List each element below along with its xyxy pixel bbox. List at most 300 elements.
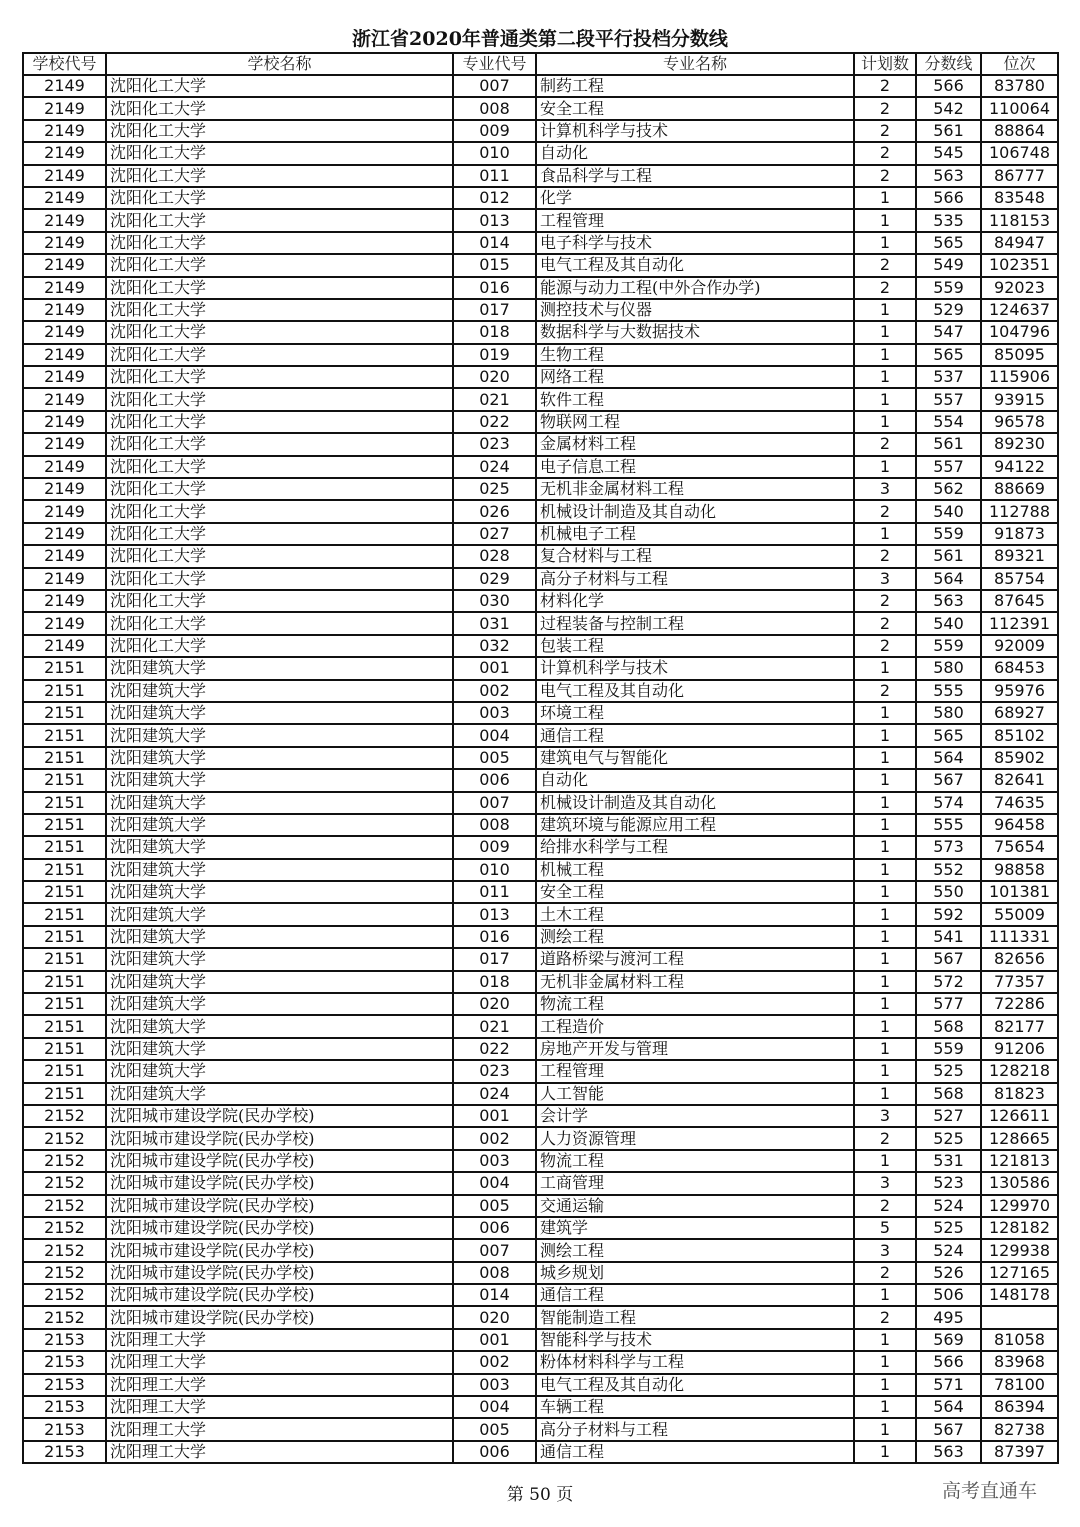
rank-cell: 68927 <box>981 702 1058 724</box>
major-code-cell: 007 <box>453 1239 536 1261</box>
page-title: 浙江省2020年普通类第二段平行投档分数线 <box>352 28 728 50</box>
school-code-cell: 2152 <box>23 1239 106 1261</box>
score-line-cell: 569 <box>916 1329 981 1351</box>
major-code-cell: 007 <box>453 792 536 814</box>
score-line-cell: 542 <box>916 97 981 119</box>
school-name-cell: 沈阳建筑大学 <box>106 881 453 903</box>
score-line-cell: 557 <box>916 456 981 478</box>
major-name-cell: 高分子材料与工程 <box>536 568 854 590</box>
plan-count-cell: 1 <box>854 1351 916 1373</box>
school-name-cell: 沈阳化工大学 <box>106 612 453 634</box>
table-row <box>23 165 1058 187</box>
major-name-cell: 电气工程及其自动化 <box>536 1374 854 1396</box>
score-line-cell: 580 <box>916 702 981 724</box>
plan-count-cell: 2 <box>854 545 916 567</box>
rank-cell: 148178 <box>981 1284 1058 1306</box>
score-line-cell: 547 <box>916 321 981 343</box>
school-name-cell: 沈阳化工大学 <box>106 635 453 657</box>
school-code-cell: 2151 <box>23 747 106 769</box>
score-line-cell: 559 <box>916 1038 981 1060</box>
major-name-cell: 食品科学与工程 <box>536 165 854 187</box>
school-code-cell: 2151 <box>23 948 106 970</box>
score-line-cell: 563 <box>916 590 981 612</box>
school-name-cell: 沈阳理工大学 <box>106 1374 453 1396</box>
plan-count-cell: 1 <box>854 1083 916 1105</box>
major-code-cell: 023 <box>453 1060 536 1082</box>
plan-count-cell: 1 <box>854 299 916 321</box>
major-code-cell: 010 <box>453 142 536 164</box>
score-line-cell: 592 <box>916 903 981 925</box>
plan-count-cell: 1 <box>854 702 916 724</box>
table-row <box>23 1329 1058 1351</box>
school-code-cell: 2149 <box>23 299 106 321</box>
major-code-cell: 001 <box>453 1329 536 1351</box>
table-row <box>23 1038 1058 1060</box>
table-row <box>23 545 1058 567</box>
table-row <box>23 680 1058 702</box>
score-line-cell: 523 <box>916 1172 981 1194</box>
score-line-cell: 552 <box>916 859 981 881</box>
major-code-cell: 019 <box>453 344 536 366</box>
plan-count-cell: 2 <box>854 680 916 702</box>
school-name-cell: 沈阳建筑大学 <box>106 769 453 791</box>
plan-count-cell: 1 <box>854 187 916 209</box>
school-name-cell: 沈阳化工大学 <box>106 590 453 612</box>
rank-cell: 82177 <box>981 1015 1058 1037</box>
school-code-cell: 2151 <box>23 1060 106 1082</box>
table-row <box>23 836 1058 858</box>
major-name-cell: 机械设计制造及其自动化 <box>536 792 854 814</box>
major-code-cell: 008 <box>453 97 536 119</box>
plan-count-cell: 2 <box>854 254 916 276</box>
plan-count-cell: 5 <box>854 1217 916 1239</box>
major-name-cell: 机械电子工程 <box>536 523 854 545</box>
major-code-cell: 017 <box>453 948 536 970</box>
school-name-cell: 沈阳化工大学 <box>106 500 453 522</box>
plan-count-cell: 1 <box>854 1038 916 1060</box>
major-name-cell: 金属材料工程 <box>536 433 854 455</box>
school-name-cell: 沈阳化工大学 <box>106 568 453 590</box>
major-name-cell: 粉体材料科学与工程 <box>536 1351 854 1373</box>
table-row <box>23 635 1058 657</box>
rank-cell <box>981 1306 1058 1328</box>
admission-score-table <box>22 52 1059 1464</box>
major-name-cell: 会计学 <box>536 1105 854 1127</box>
table-row <box>23 366 1058 388</box>
school-name-cell: 沈阳化工大学 <box>106 478 453 500</box>
major-code-cell: 004 <box>453 1172 536 1194</box>
plan-count-cell: 1 <box>854 859 916 881</box>
school-code-cell: 2149 <box>23 321 106 343</box>
score-line-cell: 535 <box>916 209 981 231</box>
major-name-cell: 电子信息工程 <box>536 456 854 478</box>
major-name-cell: 数据科学与大数据技术 <box>536 321 854 343</box>
rank-cell: 129970 <box>981 1195 1058 1217</box>
major-name-cell: 电气工程及其自动化 <box>536 254 854 276</box>
table-row <box>23 612 1058 634</box>
school-code-cell: 2149 <box>23 344 106 366</box>
major-name-cell: 自动化 <box>536 142 854 164</box>
rank-cell: 112391 <box>981 612 1058 634</box>
school-name-cell: 沈阳化工大学 <box>106 523 453 545</box>
school-code-cell: 2149 <box>23 433 106 455</box>
table-row <box>23 993 1058 1015</box>
major-name-cell: 物流工程 <box>536 1150 854 1172</box>
major-name-cell: 网络工程 <box>536 366 854 388</box>
major-code-cell: 002 <box>453 1127 536 1149</box>
header-school-name: 学校名称 <box>106 53 453 75</box>
rank-cell: 128665 <box>981 1127 1058 1149</box>
major-name-cell: 通信工程 <box>536 1441 854 1463</box>
major-code-cell: 001 <box>453 657 536 679</box>
rank-cell: 102351 <box>981 254 1058 276</box>
rank-cell: 127165 <box>981 1262 1058 1284</box>
school-code-cell: 2149 <box>23 411 106 433</box>
header-school-code: 学校代号 <box>23 53 106 75</box>
plan-count-cell: 2 <box>854 433 916 455</box>
header-major-code: 专业代号 <box>453 53 536 75</box>
table-row <box>23 926 1058 948</box>
score-line-cell: 506 <box>916 1284 981 1306</box>
school-name-cell: 沈阳化工大学 <box>106 456 453 478</box>
score-line-cell: 559 <box>916 635 981 657</box>
plan-count-cell: 1 <box>854 1060 916 1082</box>
plan-count-cell: 1 <box>854 1418 916 1440</box>
table-row <box>23 702 1058 724</box>
rank-cell: 55009 <box>981 903 1058 925</box>
rank-cell: 88669 <box>981 478 1058 500</box>
school-code-cell: 2153 <box>23 1396 106 1418</box>
school-code-cell: 2151 <box>23 657 106 679</box>
school-code-cell: 2152 <box>23 1127 106 1149</box>
table-row <box>23 1105 1058 1127</box>
major-name-cell: 工程管理 <box>536 1060 854 1082</box>
score-line-cell: 559 <box>916 523 981 545</box>
plan-count-cell: 1 <box>854 232 916 254</box>
rank-cell: 106748 <box>981 142 1058 164</box>
plan-count-cell: 1 <box>854 388 916 410</box>
major-code-cell: 018 <box>453 321 536 343</box>
score-line-cell: 531 <box>916 1150 981 1172</box>
school-name-cell: 沈阳建筑大学 <box>106 836 453 858</box>
plan-count-cell: 1 <box>854 993 916 1015</box>
rank-cell: 87397 <box>981 1441 1058 1463</box>
major-name-cell: 安全工程 <box>536 881 854 903</box>
table-row <box>23 1015 1058 1037</box>
school-name-cell: 沈阳化工大学 <box>106 299 453 321</box>
score-line-cell: 565 <box>916 232 981 254</box>
plan-count-cell: 1 <box>854 792 916 814</box>
table-row <box>23 1262 1058 1284</box>
score-line-cell: 525 <box>916 1060 981 1082</box>
score-line-cell: 540 <box>916 612 981 634</box>
school-code-cell: 2149 <box>23 612 106 634</box>
school-name-cell: 沈阳化工大学 <box>106 388 453 410</box>
rank-cell: 121813 <box>981 1150 1058 1172</box>
school-name-cell: 沈阳建筑大学 <box>106 680 453 702</box>
table-row <box>23 724 1058 746</box>
score-line-cell: 572 <box>916 971 981 993</box>
major-code-cell: 013 <box>453 209 536 231</box>
score-line-cell: 564 <box>916 568 981 590</box>
score-line-cell: 545 <box>916 142 981 164</box>
plan-count-cell: 3 <box>854 1105 916 1127</box>
table-row <box>23 814 1058 836</box>
school-code-cell: 2149 <box>23 590 106 612</box>
major-name-cell: 通信工程 <box>536 1284 854 1306</box>
rank-cell: 86777 <box>981 165 1058 187</box>
rank-cell: 85102 <box>981 724 1058 746</box>
school-code-cell: 2149 <box>23 568 106 590</box>
rank-cell: 77357 <box>981 971 1058 993</box>
table-row <box>23 388 1058 410</box>
school-code-cell: 2153 <box>23 1441 106 1463</box>
table-row <box>23 433 1058 455</box>
table-row <box>23 277 1058 299</box>
school-code-cell: 2152 <box>23 1172 106 1194</box>
table-row <box>23 299 1058 321</box>
major-name-cell: 测绘工程 <box>536 1239 854 1261</box>
score-line-cell: 567 <box>916 948 981 970</box>
rank-cell: 81058 <box>981 1329 1058 1351</box>
header-score-line: 分数线 <box>916 53 981 75</box>
school-name-cell: 沈阳建筑大学 <box>106 814 453 836</box>
school-name-cell: 沈阳建筑大学 <box>106 1083 453 1105</box>
school-code-cell: 2151 <box>23 859 106 881</box>
major-code-cell: 015 <box>453 254 536 276</box>
plan-count-cell: 1 <box>854 1329 916 1351</box>
major-name-cell: 土木工程 <box>536 903 854 925</box>
rank-cell: 91206 <box>981 1038 1058 1060</box>
plan-count-cell: 1 <box>854 1396 916 1418</box>
school-code-cell: 2149 <box>23 277 106 299</box>
score-line-cell: 550 <box>916 881 981 903</box>
school-code-cell: 2149 <box>23 388 106 410</box>
plan-count-cell: 2 <box>854 1306 916 1328</box>
table-row <box>23 948 1058 970</box>
school-code-cell: 2149 <box>23 456 106 478</box>
rank-cell: 96578 <box>981 411 1058 433</box>
table-row <box>23 1239 1058 1261</box>
rank-cell: 85754 <box>981 568 1058 590</box>
school-code-cell: 2152 <box>23 1150 106 1172</box>
plan-count-cell: 2 <box>854 500 916 522</box>
score-line-cell: 557 <box>916 388 981 410</box>
rank-cell: 104796 <box>981 321 1058 343</box>
major-code-cell: 005 <box>453 747 536 769</box>
major-code-cell: 020 <box>453 993 536 1015</box>
major-name-cell: 物流工程 <box>536 993 854 1015</box>
plan-count-cell: 1 <box>854 769 916 791</box>
major-name-cell: 无机非金属材料工程 <box>536 971 854 993</box>
table-row <box>23 1127 1058 1149</box>
plan-count-cell: 1 <box>854 1374 916 1396</box>
plan-count-cell: 2 <box>854 165 916 187</box>
school-code-cell: 2151 <box>23 1038 106 1060</box>
score-line-cell: 580 <box>916 657 981 679</box>
school-code-cell: 2152 <box>23 1105 106 1127</box>
major-code-cell: 006 <box>453 1217 536 1239</box>
rank-cell: 83968 <box>981 1351 1058 1373</box>
table-row <box>23 1374 1058 1396</box>
major-code-cell: 021 <box>453 1015 536 1037</box>
school-name-cell: 沈阳化工大学 <box>106 165 453 187</box>
rank-cell: 128218 <box>981 1060 1058 1082</box>
major-name-cell: 城乡规划 <box>536 1262 854 1284</box>
table-row <box>23 232 1058 254</box>
plan-count-cell: 2 <box>854 1127 916 1149</box>
table-row <box>23 971 1058 993</box>
plan-count-cell: 1 <box>854 881 916 903</box>
major-name-cell: 智能科学与技术 <box>536 1329 854 1351</box>
score-line-cell: 566 <box>916 187 981 209</box>
major-code-cell: 029 <box>453 568 536 590</box>
table-row <box>23 500 1058 522</box>
plan-count-cell: 1 <box>854 321 916 343</box>
major-code-cell: 008 <box>453 814 536 836</box>
score-line-cell: 562 <box>916 478 981 500</box>
school-name-cell: 沈阳理工大学 <box>106 1351 453 1373</box>
school-name-cell: 沈阳城市建设学院(民办学校) <box>106 1262 453 1284</box>
rank-cell: 74635 <box>981 792 1058 814</box>
major-code-cell: 028 <box>453 545 536 567</box>
table-row <box>23 568 1058 590</box>
major-name-cell: 道路桥梁与渡河工程 <box>536 948 854 970</box>
score-line-cell: 527 <box>916 1105 981 1127</box>
school-name-cell: 沈阳建筑大学 <box>106 993 453 1015</box>
table-row <box>23 1418 1058 1440</box>
plan-count-cell: 1 <box>854 1441 916 1463</box>
major-name-cell: 房地产开发与管理 <box>536 1038 854 1060</box>
table-row <box>23 769 1058 791</box>
plan-count-cell: 2 <box>854 142 916 164</box>
plan-count-cell: 2 <box>854 120 916 142</box>
rank-cell: 78100 <box>981 1374 1058 1396</box>
school-code-cell: 2151 <box>23 1015 106 1037</box>
school-name-cell: 沈阳理工大学 <box>106 1418 453 1440</box>
table-row <box>23 254 1058 276</box>
school-code-cell: 2151 <box>23 792 106 814</box>
plan-count-cell: 1 <box>854 1150 916 1172</box>
major-code-cell: 032 <box>453 635 536 657</box>
major-code-cell: 016 <box>453 277 536 299</box>
major-code-cell: 001 <box>453 1105 536 1127</box>
major-name-cell: 车辆工程 <box>536 1396 854 1418</box>
major-name-cell: 高分子材料与工程 <box>536 1418 854 1440</box>
table-row <box>23 1060 1058 1082</box>
school-name-cell: 沈阳建筑大学 <box>106 747 453 769</box>
school-name-cell: 沈阳理工大学 <box>106 1396 453 1418</box>
plan-count-cell: 1 <box>854 523 916 545</box>
school-code-cell: 2149 <box>23 545 106 567</box>
major-code-cell: 014 <box>453 232 536 254</box>
rank-cell: 111331 <box>981 926 1058 948</box>
score-line-cell: 524 <box>916 1239 981 1261</box>
school-name-cell: 沈阳化工大学 <box>106 411 453 433</box>
school-code-cell: 2149 <box>23 232 106 254</box>
rank-cell: 82738 <box>981 1418 1058 1440</box>
table-row <box>23 657 1058 679</box>
major-name-cell: 机械工程 <box>536 859 854 881</box>
school-code-cell: 2151 <box>23 993 106 1015</box>
major-code-cell: 023 <box>453 433 536 455</box>
table-row <box>23 1441 1058 1463</box>
major-code-cell: 017 <box>453 299 536 321</box>
plan-count-cell: 1 <box>854 411 916 433</box>
table-row <box>23 411 1058 433</box>
school-code-cell: 2151 <box>23 702 106 724</box>
school-name-cell: 沈阳城市建设学院(民办学校) <box>106 1172 453 1194</box>
school-name-cell: 沈阳建筑大学 <box>106 792 453 814</box>
rank-cell: 110064 <box>981 97 1058 119</box>
school-name-cell: 沈阳理工大学 <box>106 1329 453 1351</box>
plan-count-cell: 1 <box>854 747 916 769</box>
school-name-cell: 沈阳化工大学 <box>106 277 453 299</box>
rank-cell: 83548 <box>981 187 1058 209</box>
school-code-cell: 2151 <box>23 769 106 791</box>
plan-count-cell: 1 <box>854 1015 916 1037</box>
table-row <box>23 859 1058 881</box>
school-name-cell: 沈阳建筑大学 <box>106 1015 453 1037</box>
table-row <box>23 344 1058 366</box>
plan-count-cell: 1 <box>854 657 916 679</box>
school-code-cell: 2152 <box>23 1217 106 1239</box>
table-body <box>23 75 1058 1463</box>
school-name-cell: 沈阳城市建设学院(民办学校) <box>106 1105 453 1127</box>
major-code-cell: 024 <box>453 456 536 478</box>
school-name-cell: 沈阳建筑大学 <box>106 859 453 881</box>
major-code-cell: 031 <box>453 612 536 634</box>
major-name-cell: 物联网工程 <box>536 411 854 433</box>
table-row <box>23 187 1058 209</box>
rank-cell: 81823 <box>981 1083 1058 1105</box>
school-code-cell: 2149 <box>23 366 106 388</box>
school-name-cell: 沈阳化工大学 <box>106 321 453 343</box>
major-name-cell: 人工智能 <box>536 1083 854 1105</box>
school-name-cell: 沈阳城市建设学院(民办学校) <box>106 1127 453 1149</box>
school-code-cell: 2149 <box>23 142 106 164</box>
plan-count-cell: 1 <box>854 724 916 746</box>
school-code-cell: 2152 <box>23 1195 106 1217</box>
plan-count-cell: 1 <box>854 814 916 836</box>
school-name-cell: 沈阳化工大学 <box>106 232 453 254</box>
header-rank: 位次 <box>981 53 1058 75</box>
score-line-cell: 565 <box>916 344 981 366</box>
school-name-cell: 沈阳建筑大学 <box>106 1038 453 1060</box>
school-name-cell: 沈阳化工大学 <box>106 142 453 164</box>
table-row <box>23 1306 1058 1328</box>
table-row <box>23 1150 1058 1172</box>
score-line-cell: 554 <box>916 411 981 433</box>
school-name-cell: 沈阳城市建设学院(民办学校) <box>106 1217 453 1239</box>
major-code-cell: 018 <box>453 971 536 993</box>
school-code-cell: 2149 <box>23 165 106 187</box>
major-code-cell: 027 <box>453 523 536 545</box>
major-code-cell: 007 <box>453 75 536 97</box>
table-row <box>23 321 1058 343</box>
school-name-cell: 沈阳化工大学 <box>106 366 453 388</box>
school-name-cell: 沈阳化工大学 <box>106 120 453 142</box>
rank-cell: 89321 <box>981 545 1058 567</box>
plan-count-cell: 1 <box>854 836 916 858</box>
school-code-cell: 2151 <box>23 836 106 858</box>
school-name-cell: 沈阳建筑大学 <box>106 702 453 724</box>
major-code-cell: 014 <box>453 1284 536 1306</box>
rank-cell: 98858 <box>981 859 1058 881</box>
school-code-cell: 2151 <box>23 680 106 702</box>
major-code-cell: 011 <box>453 165 536 187</box>
major-name-cell: 给排水科学与工程 <box>536 836 854 858</box>
